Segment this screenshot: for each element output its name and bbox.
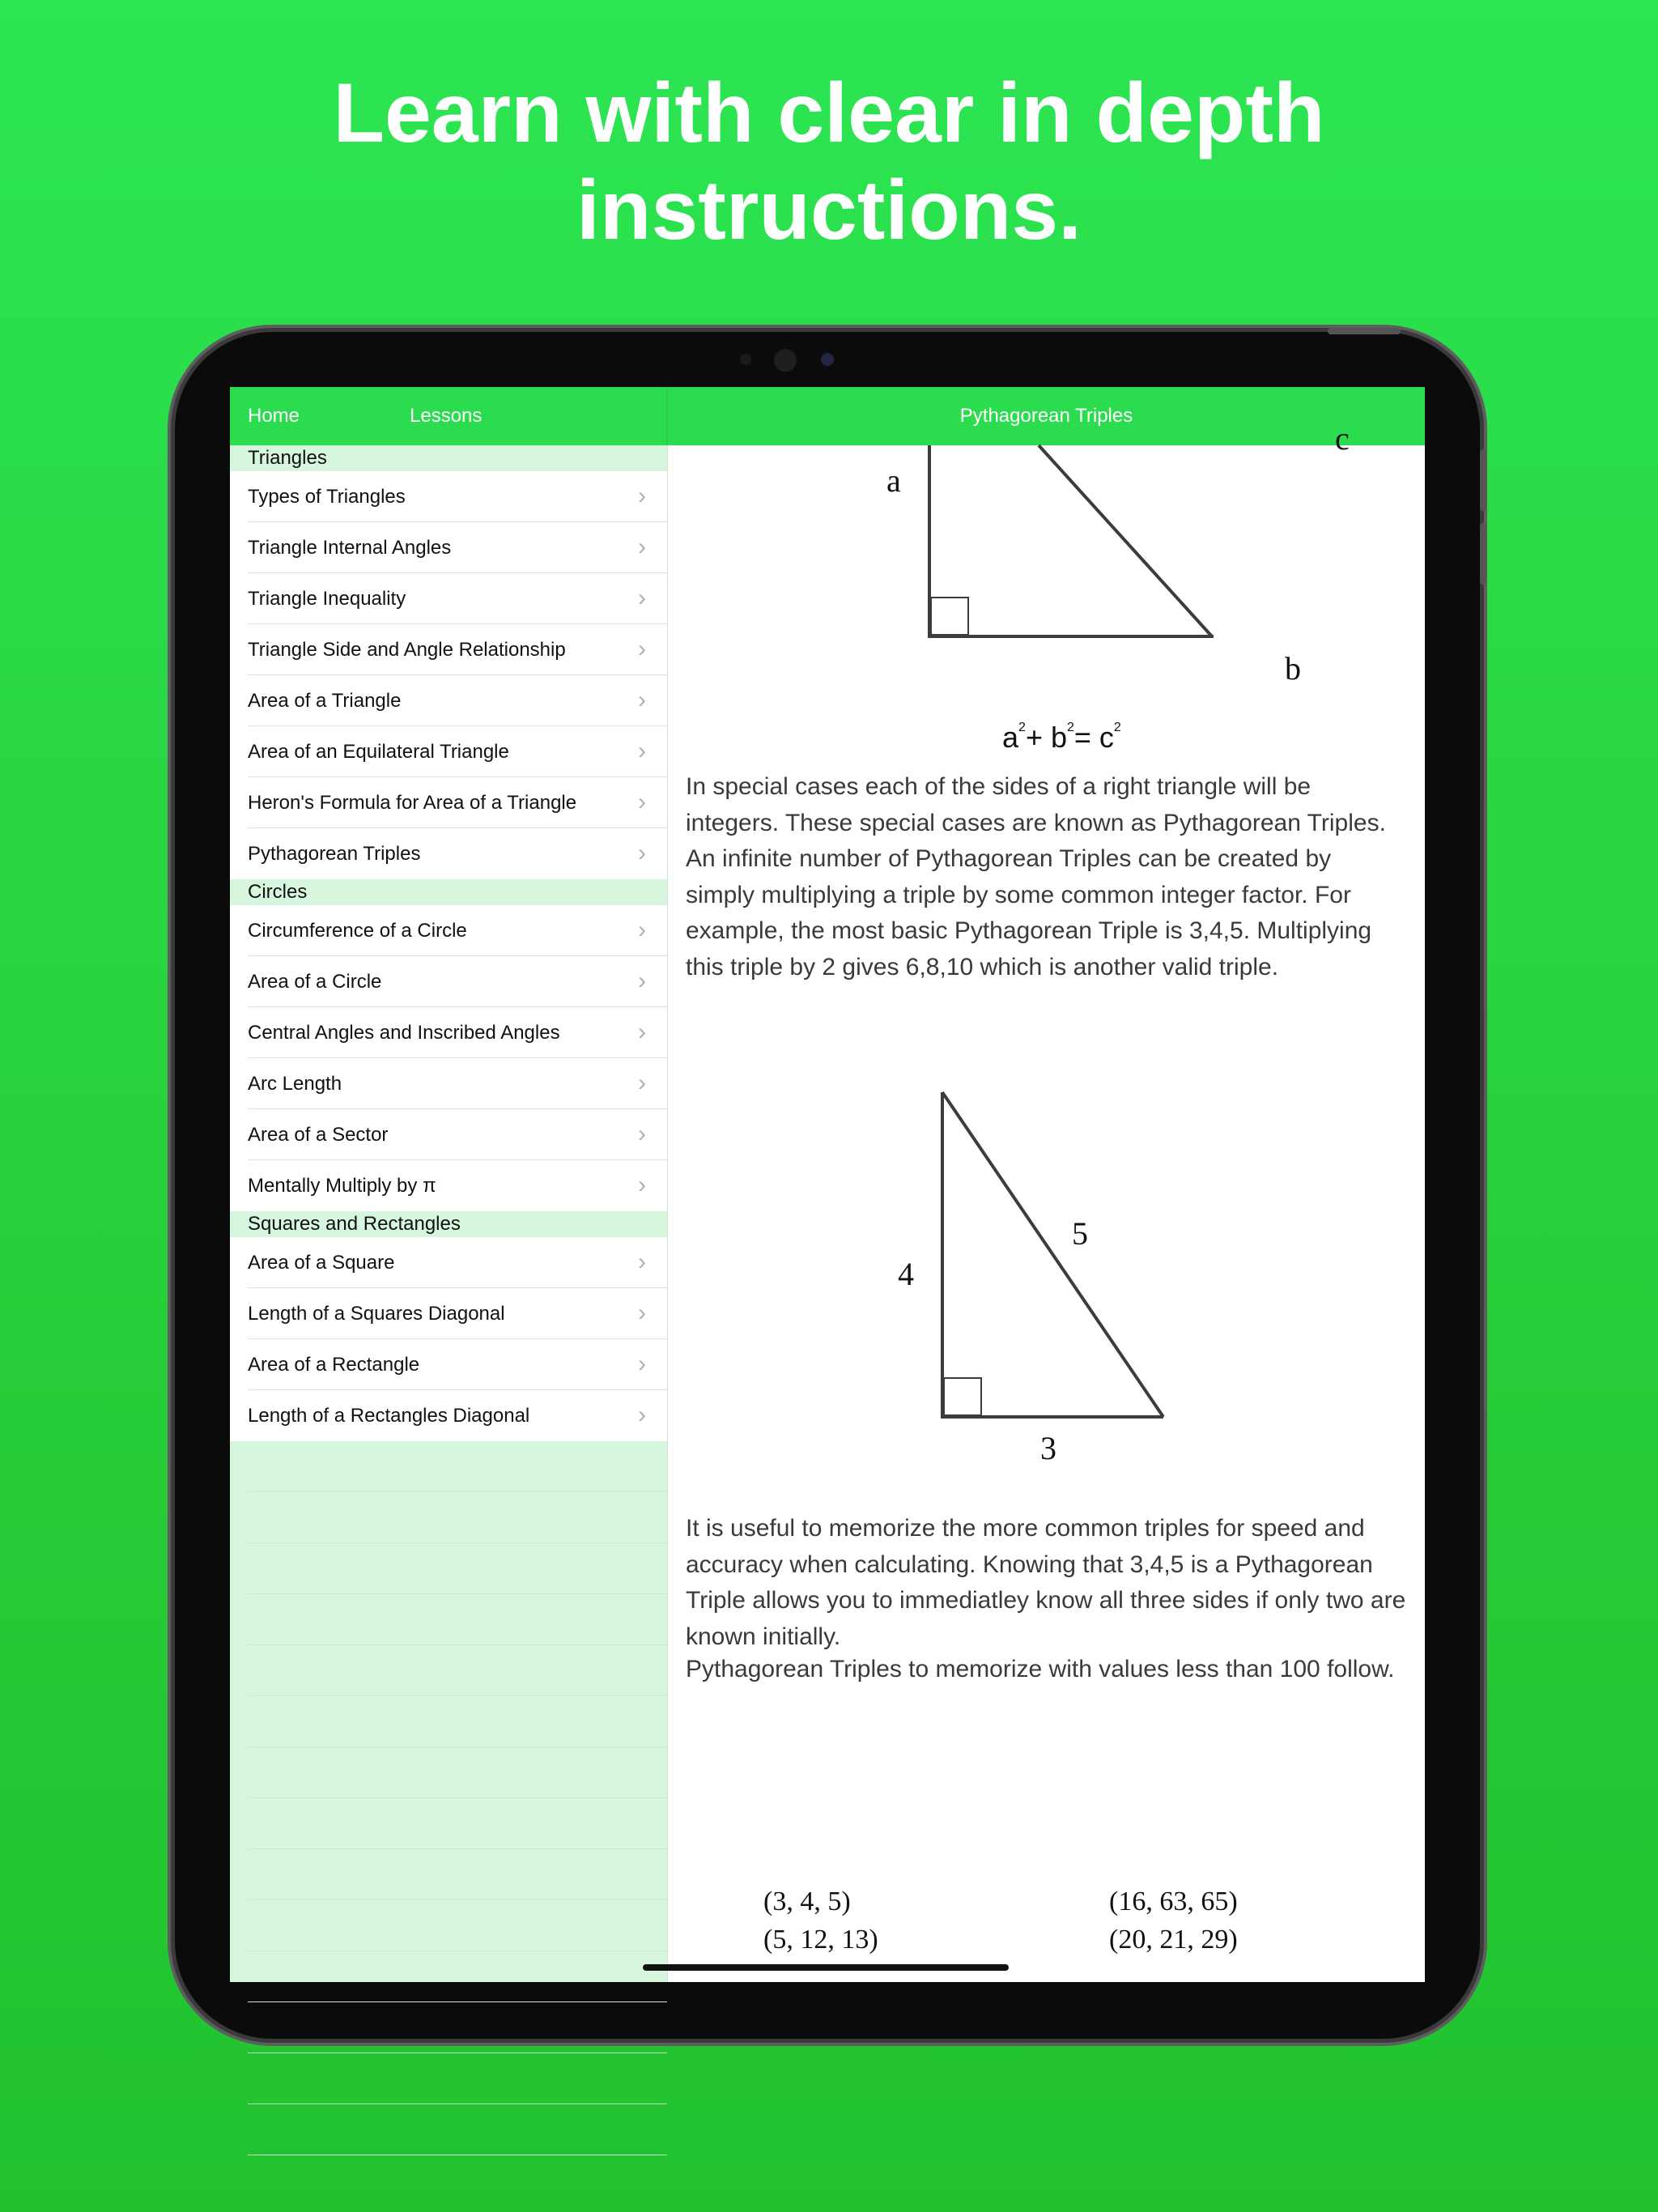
lesson-triangle-inequality[interactable] (230, 573, 667, 624)
chevron-right-icon: › (638, 483, 646, 509)
headline-line-1: Learn with clear in depth (333, 66, 1325, 160)
lesson-triangle-internal-angles[interactable] (230, 522, 667, 573)
chevron-right-icon: › (638, 534, 646, 560)
pythagorean-formula: $a^2+ b^2= c^2$ (1002, 721, 1121, 754)
chevron-right-icon: › (638, 1070, 646, 1096)
sensor-dot (740, 354, 751, 365)
label-side-5-visible: 5 (1072, 1215, 1088, 1252)
label-side-3: 3 (1040, 1430, 1056, 1466)
empty-list-area (230, 1441, 667, 2155)
lesson-area-equilateral-triangle[interactable] (230, 726, 667, 777)
lessons-title: Lessons (410, 405, 483, 427)
triangle-3-4-5-diagram (668, 445, 1425, 1498)
label-c: c (1335, 420, 1350, 457)
lesson-label: Area of an Equilateral Triangle (248, 741, 509, 763)
lesson-area-of-square[interactable] (230, 1237, 667, 1288)
lesson-area-of-circle[interactable] (230, 956, 667, 1007)
home-indicator[interactable] (643, 1964, 1009, 1971)
paragraph-special-cases: In special cases each of the sides of a right triangle will be integers. These special cases are known as Pythagorean Triples. An infinite number of Pythagorean Triples can be created by simply multiplying a triple by some common integer factor. For example, the most basic Pythagorean Triple is 3,4,5. Multiplying this triple by 2 gives 6,8,10 which is another valid triple. (686, 773, 1386, 981)
top-button (1328, 328, 1401, 334)
chevron-right-icon: › (638, 585, 646, 611)
section-header-circles: Circles (230, 879, 667, 905)
chevron-right-icon: › (638, 687, 646, 713)
headline-line-2: instructions. (576, 164, 1082, 257)
lesson-area-of-triangle[interactable] (230, 675, 667, 726)
chevron-right-icon: › (638, 840, 646, 866)
chevron-right-icon: › (638, 1121, 646, 1147)
lesson-label: Triangle Inequality (248, 588, 406, 610)
label-side-4: 4 (898, 1256, 914, 1292)
triple-right-1: (16, 63, 65) (1109, 1887, 1238, 1916)
chevron-right-icon: › (638, 1249, 646, 1275)
chevron-right-icon: › (638, 968, 646, 994)
lesson-label: Length of a Rectangles Diagonal (248, 1405, 530, 1427)
lesson-square-diagonal[interactable] (230, 1288, 667, 1339)
volume-up-button (1480, 449, 1486, 511)
lesson-label: Types of Triangles (248, 486, 406, 508)
section-header-squares-rectangles: Squares and Rectangles (230, 1211, 667, 1237)
sensor-dot-2 (821, 353, 834, 366)
chevron-right-icon: › (638, 1019, 646, 1045)
label-a: a (886, 462, 901, 499)
section-header-triangles: Triangles (230, 445, 667, 471)
headline (0, 65, 1658, 259)
lesson-label: Pythagorean Triples (248, 843, 421, 865)
home-button[interactable]: Home (248, 405, 300, 427)
lesson-types-of-triangles[interactable] (230, 471, 667, 522)
lesson-arc-length[interactable] (230, 1058, 667, 1109)
chevron-right-icon: › (638, 1351, 646, 1377)
chevron-right-icon: › (638, 1300, 646, 1326)
chevron-right-icon: › (638, 789, 646, 815)
lesson-label: Area of a Rectangle (248, 1354, 420, 1376)
lesson-label: Area of a Square (248, 1252, 395, 1274)
lesson-label: Central Angles and Inscribed Angles (248, 1022, 560, 1044)
lesson-circumference[interactable] (230, 905, 667, 956)
lesson-herons-formula[interactable] (230, 777, 667, 828)
lesson-rectangle-diagonal[interactable] (230, 1390, 667, 1441)
camera-icon (774, 349, 797, 372)
lesson-label: Area of a Sector (248, 1124, 389, 1146)
lesson-label: Area of a Circle (248, 971, 382, 993)
chevron-right-icon: › (638, 636, 646, 662)
chevron-right-icon: › (638, 1402, 646, 1428)
lesson-label: Heron's Formula for Area of a Triangle (248, 792, 577, 814)
page-title: Pythagorean Triples (959, 405, 1133, 427)
lesson-label: Area of a Triangle (248, 690, 402, 712)
lesson-central-inscribed-angles[interactable] (230, 1007, 667, 1058)
lesson-label: Triangle Internal Angles (248, 537, 452, 559)
chevron-right-icon: › (638, 1172, 646, 1198)
lesson-area-of-rectangle[interactable] (230, 1339, 667, 1390)
lesson-label: Mentally Multiply by π (248, 1175, 436, 1197)
triple-left-1: (3, 4, 5) (763, 1887, 851, 1916)
lesson-label: Triangle Side and Angle Relationship (248, 639, 566, 661)
lesson-pythagorean-triples[interactable] (230, 828, 667, 879)
lesson-area-of-sector[interactable] (230, 1109, 667, 1160)
lesson-multiply-by-pi[interactable] (230, 1160, 667, 1211)
paragraph-memorize: It is useful to memorize the more common triples for speed and accuracy when calculating. Knowing that 3,4,5 is a Pythagorean Triple allows you to immediatley know all three sides if only two are known initially. (686, 1515, 1406, 1650)
triple-left-2: (5, 12, 13) (763, 1925, 878, 1955)
paragraph-list-intro: Pythagorean Triples to memorize with values less than 100 follow. (686, 1656, 1395, 1682)
lesson-label: Length of a Squares Diagonal (248, 1303, 505, 1325)
lesson-label: Arc Length (248, 1073, 342, 1095)
triple-right-2: (20, 21, 29) (1109, 1925, 1238, 1955)
lesson-content (668, 420, 1425, 1982)
volume-down-button (1480, 523, 1486, 585)
screen (230, 387, 1425, 1982)
label-b: b (1285, 650, 1301, 687)
lesson-side-angle-relationship[interactable] (230, 624, 667, 675)
chevron-right-icon: › (638, 917, 646, 943)
lesson-label: Circumference of a Circle (248, 920, 467, 942)
chevron-right-icon: › (638, 738, 646, 764)
lessons-sidebar (230, 445, 667, 1982)
nav-bar (230, 387, 1425, 445)
